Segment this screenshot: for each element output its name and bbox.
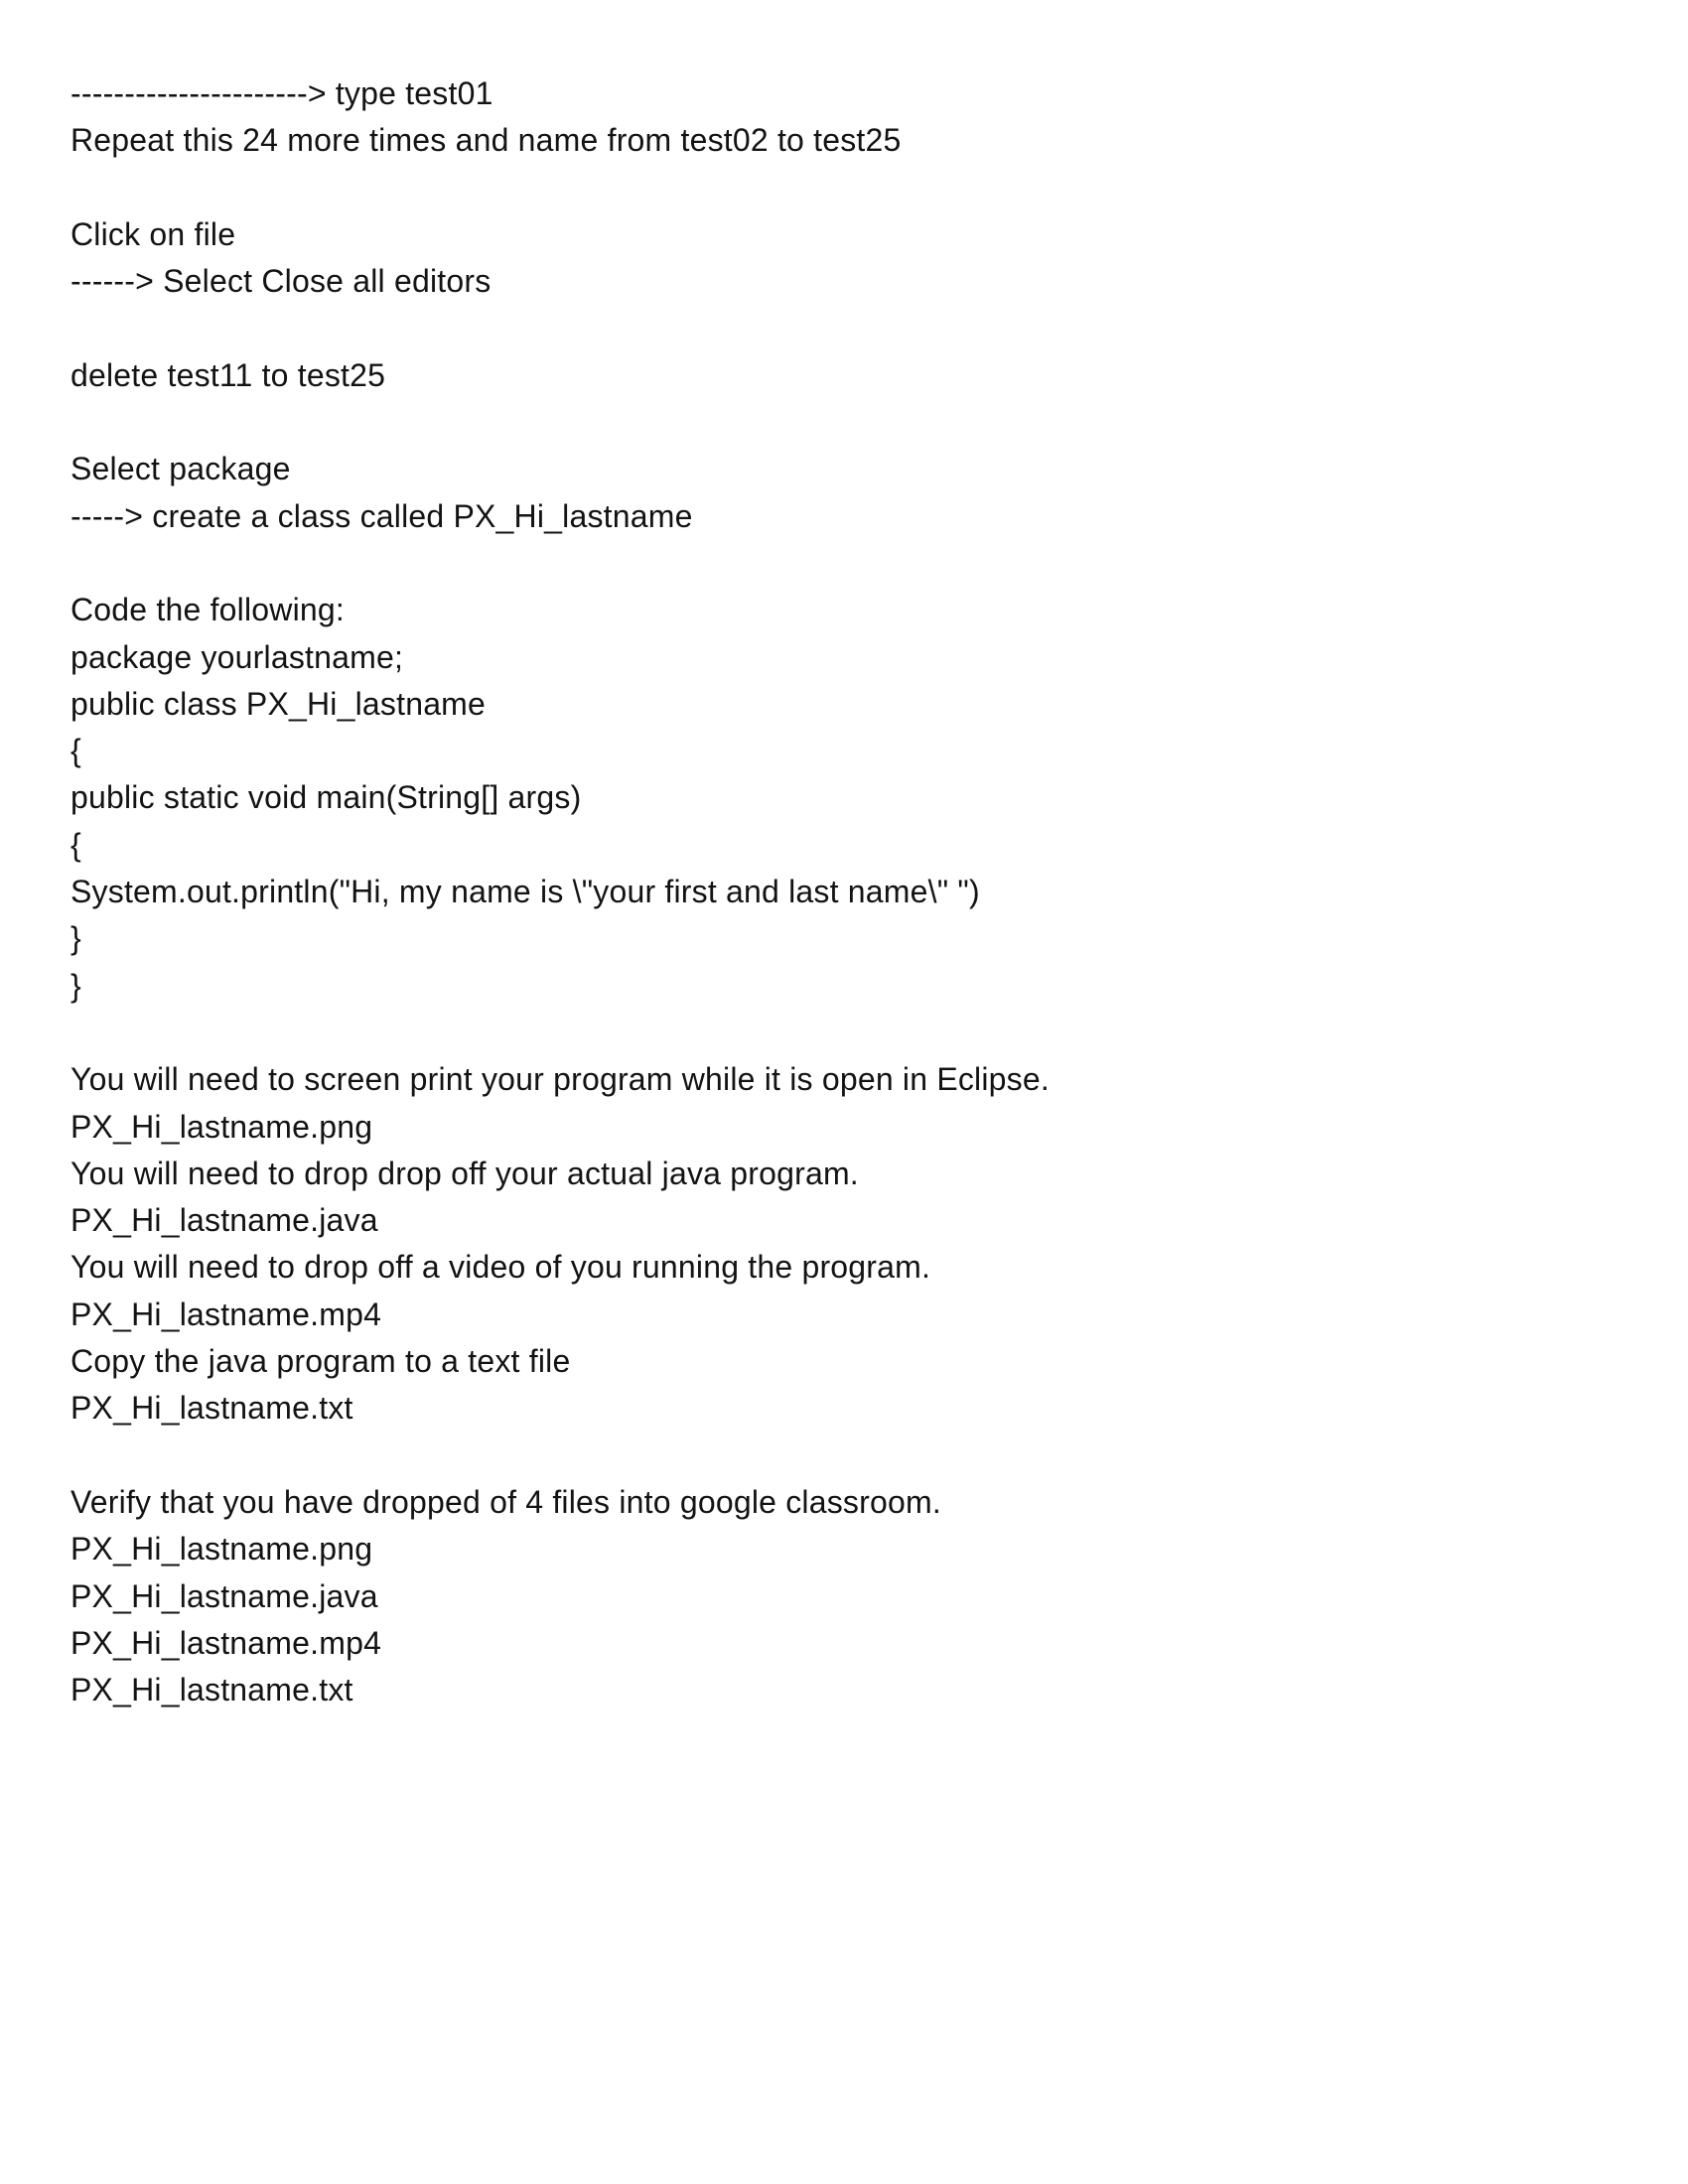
text-line [70,540,1648,587]
text-line: PX_Hi_lastname.mp4 [70,1624,382,1661]
text-line: PX_Hi_lastname.png [70,1531,373,1568]
text-line: Click on file [70,215,236,252]
text-line: } [70,967,81,1004]
text-line: PX_Hi_lastname.java [70,1202,378,1239]
text-line: Select package [70,451,291,487]
text-line: Code the following: [70,592,345,628]
text-line: You will need to drop drop off your actual java program. [70,1155,859,1191]
text-line: PX_Hi_lastname.java [70,1577,378,1614]
text-line: package yourlastname; [70,638,404,675]
text-line: ----------------------> type test01 [70,75,493,111]
text-line [70,305,1648,351]
text-line: { [70,733,81,769]
text-line: } [70,920,81,957]
text-line: public class PX_Hi_lastname [70,685,487,722]
text-line: PX_Hi_lastname.txt [70,1672,353,1708]
text-line [70,165,1648,211]
text-line: PX_Hi_lastname.txt [70,1390,353,1427]
text-line [70,1010,1648,1056]
text-line: -----> create a class called PX_Hi_lastname [70,497,693,534]
document-text-block [70,70,1648,1713]
text-line: { [70,826,81,863]
text-line: public static void main(String[] args) [70,779,582,816]
text-line [70,399,1648,446]
text-line: Repeat this 24 more times and name from test02 to test25 [70,122,902,159]
text-line: System.out.println("Hi, my name is \"your first and last name\" ") [70,874,980,910]
text-line: You will need to screen print your program while it is open in Eclipse. [70,1061,1050,1098]
text-line [70,1433,1648,1479]
text-line: Verify that you have dropped of 4 files into google classroom. [70,1483,941,1520]
text-line: PX_Hi_lastname.mp4 [70,1296,382,1332]
text-line: Copy the java program to a text file [70,1343,571,1380]
text-line: You will need to drop off a video of you running the program. [70,1249,931,1286]
text-line: ------> Select Close all editors [70,263,492,300]
text-line: PX_Hi_lastname.png [70,1108,373,1145]
text-line: delete test11 to test25 [70,356,386,393]
